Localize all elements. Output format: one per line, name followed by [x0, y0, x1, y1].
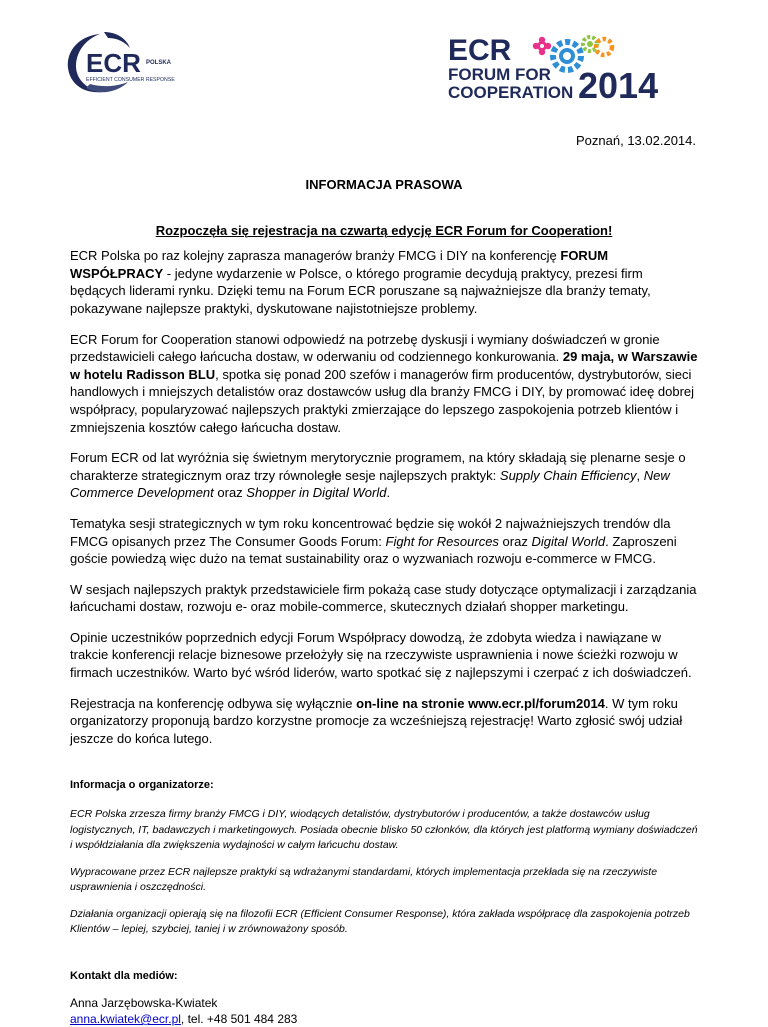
paragraph-6: Opinie uczestników poprzednich edycji Forum Współpracy dowodzą, że zdobyta wiedza i nawiązane w trakcie konferencji relacje biznesowe przełożyły się na rzeczywiste usprawnienia i nowe ścieżki rozwoju w firmach uczestników. Warto być wśród liderów, warto spotkać się z najlepszymi i czerpać z ich doświadczeń.: [70, 629, 692, 681]
forum-logo-line2: FORUM FOR: [448, 65, 551, 84]
flower-icon: [533, 37, 551, 55]
p7-text-a: Rejestracja na konferencję odbywa się wyłącznie: [70, 695, 357, 711]
p4-text-a: Tematyka sesji strategicznych w tym roku koncentrować będzie się wokół 2 najważniejszych trendów dla FMCG opisanych przez The Consumer Goods Forum:: [70, 515, 671, 549]
organizer-paragraph-2: Wypracowane przez ECR najlepsze praktyki są wdrażanymi standardami, których implementacja przekłada się na rzeczywiste usprawnienia i oszczędności.: [70, 865, 658, 894]
forum-logo-line3: COOPERATION: [448, 83, 574, 102]
paragraph-5: W sesjach najlepszych praktyk przedstawiciele firm pokażą case study dotyczące optymalizacji i zarządzania łańcuchami dostaw, rozwoju e- oraz mobile-commerce, skutecznych działań shopper marketingu.: [70, 581, 697, 615]
forum-logo-ecr: ECR: [448, 34, 512, 67]
document-body: [70, 176, 698, 1027]
p1-text-c: - jedyne wydarzenie w Polsce, o którego programie decydują praktycy, prezesi firm będących liderami rynku. Dzięki temu na Forum ECR poruszane są najważniejsze dla branży tematy, pokazywane najlepsze praktyki, dyskutowane najistotniejsze problemy.: [70, 265, 651, 316]
p7-bold-link: on-line na stronie www.ecr.pl/forum2014: [356, 695, 605, 711]
p2-bold: 29 maja, w Warszawie w hotelu Radisson BLU: [70, 349, 698, 382]
release-title: Rozpoczęła się rejestracja na czwartą edycję ECR Forum for Cooperation!: [155, 222, 613, 238]
contact-block: [70, 995, 698, 1027]
p3-text-g: .: [386, 485, 391, 501]
p4-text-c: oraz: [498, 533, 532, 549]
p3-text-e: oraz: [213, 485, 247, 501]
p4-italic-1: Fight for Resources: [385, 533, 499, 549]
contact-phone: , tel. +48 501 484 283: [180, 1012, 298, 1027]
paragraph-7: [70, 695, 698, 748]
contact-name: Anna Jarzębowska-Kwiatek: [70, 996, 218, 1011]
organizer-heading: Informacja o organizatorze:: [70, 779, 214, 792]
organizer-paragraph-1: ECR Polska zrzesza firmy branży FMCG i DIY, wiodących detalistów, dystrybutorów i producentów, a także dostawców usług logistycznych, IT, badawczych i marketingowych. Posiada obecnie blisko 50 członków, dla których jest platformą wymiany doświadczeń i współdziałania dla zwiększenia wydajności w całym łańcuchu dostaw.: [70, 808, 698, 852]
ecr-polska-logo: [60, 28, 220, 96]
paragraph-4: [70, 515, 698, 568]
p2-text-c: , spotka się ponad 200 szefów i managerów firm producentów, dystrybutorów, sieci handlowych i mniejszych detalistów oraz dostawców usług dla branży FMCG i DIY, by promować ideę dobrej współpracy, popularyzować najlepszych praktyki zmierzające do lepszego zaspokojenia potrzeb klientów i zmniejszenia kosztów całego łańcucha dostaw.: [70, 366, 695, 435]
ecr-logo-tagline: EFFICIENT CONSUMER RESPONSE: [86, 77, 175, 83]
organizer-paragraph-3: Działania organizacji opierają się na filozofii ECR (Efficient Consumer Response), która zakłada współpracę dla zaspokojenia potrzeb Klientów – lepiej, szybciej, taniej i w zrównoważony sposób.: [70, 907, 690, 936]
paragraph-2: [70, 331, 698, 437]
blue-gear-icon: [553, 42, 581, 70]
p3-text-a: Forum ECR od lat wyróżnia się świetnym merytorycznie programem, na który składają się plenarne sesje o charakterze strategicznym oraz trzy równoległe sesje najlepszych praktyk:: [70, 450, 686, 483]
paragraph-3: [70, 449, 698, 502]
p1-bold: FORUM WSPÓŁPRACY: [70, 248, 609, 281]
p4-text-e: . Zaproszeni goście powiedzą więc dużo na temat sustainability oraz o wyzwaniach rozwoju e-commerce w FMCG.: [70, 533, 677, 567]
p1-text-a: ECR Polska po raz kolejny zaprasza managerów branży FMCG i DIY na konferencję: [70, 248, 561, 264]
contact-heading: Kontakt dla mediów:: [70, 969, 178, 982]
contact-email-link[interactable]: anna.kwiatek@ecr.pl: [70, 1012, 181, 1027]
p3-italic-1: Supply Chain Efficiency: [499, 467, 637, 483]
p7-text-c: . W tym roku organizatorzy proponują bardzo korzystne promocje za wcześniejszą rejestrację! Warto zgłosić swój udział jeszcze do końca lutego.: [70, 695, 683, 746]
p4-italic-2: Digital World: [531, 533, 606, 549]
forum-2014-logo: [446, 34, 686, 106]
p3-italic-3: Shopper in Digital World: [246, 485, 387, 501]
p3-italic-2: New Commerce Development: [70, 467, 670, 501]
forum-logo-year: 2014: [578, 65, 659, 106]
contact-line: [70, 1011, 698, 1027]
green-gear-icon: [583, 37, 597, 51]
ecr-logo-country: POLSKA: [146, 60, 172, 66]
p2-text-a: ECR Forum for Cooperation stanowi odpowiedź na potrzebę dyskusji i wymiany doświadczeń w gronie przedstawicieli całego łańcucha dostaw, w oderwaniu od codziennego konkurowania.: [70, 331, 660, 365]
p3-text-c: ,: [636, 467, 644, 483]
press-heading: INFORMACJA PRASOWA: [305, 177, 463, 192]
release-date: Poznań, 13.02.2014.: [576, 133, 696, 148]
paragraph-1: [70, 247, 698, 317]
ecr-logo-text: ECR: [86, 48, 141, 78]
